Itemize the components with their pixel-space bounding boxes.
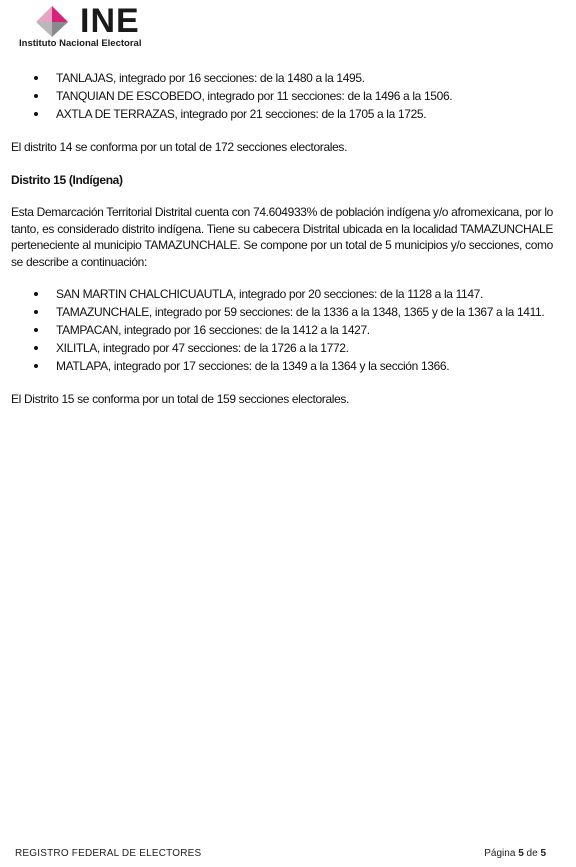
- page-label: Página: [484, 848, 516, 859]
- list-item: XILITLA, integrado por 47 secciones: de la 1726 a la 1772.: [11, 339, 553, 357]
- page-current: 5: [518, 848, 524, 859]
- list-item: SAN MARTIN CHALCHICUAUTLA, integrado por 20 secciones: de la 1128 a la 1147.: [11, 285, 553, 303]
- list-item: MATLAPA, integrado por 17 secciones: de la 1349 a la 1364 y la sección 1366.: [11, 357, 553, 375]
- ine-logo: [18, 4, 188, 50]
- page-number: [484, 848, 546, 859]
- list-item: TAMAZUNCHALE, integrado por 59 secciones: de la 1336 a la 1348, 1365 y de la 1367 a la 1411.: [11, 303, 553, 321]
- list-item: TAMPACAN, integrado por 16 secciones: de la 1412 a la 1427.: [11, 321, 553, 339]
- page-of: de: [526, 848, 538, 859]
- ine-logo-mark-icon: [24, 4, 80, 38]
- district-15-summary: El Distrito 15 se conforma por un total de 159 secciones electorales.: [11, 392, 350, 406]
- list-item: AXTLA DE TERRAZAS, integrado por 21 secciones: de la 1705 a la 1725.: [11, 105, 553, 123]
- footer-organization: REGISTRO FEDERAL DE ELECTORES: [15, 848, 202, 859]
- municipality-list-district-14: [11, 69, 553, 123]
- district-15-heading: Distrito 15 (Indígena): [11, 172, 123, 187]
- document-body: [11, 69, 553, 408]
- list-item: TANQUIAN DE ESCOBEDO, integrado por 11 secciones: de la 1496 a la 1506.: [11, 87, 553, 105]
- logo-wordmark: INE: [80, 2, 140, 40]
- district-14-summary: El distrito 14 se conforma por un total de 172 secciones electorales.: [11, 140, 348, 154]
- list-item: TANLAJAS, integrado por 16 secciones: de la 1480 a la 1495.: [11, 69, 553, 87]
- page-total: 5: [540, 848, 546, 859]
- municipality-list-district-15: [11, 285, 553, 375]
- district-15-description: Esta Demarcación Territorial Distrital cuenta con 74.604933% de población indígena y/o afromexicana, por lo tanto, es considerado distrito indígena. Tiene su cabecera Distrital ubicada en la localidad TAMAZUNCHALE perteneciente al municipio TAMAZUNCHALE. Se compone por un total de 5 municipios y/o secciones, como se describe a continuación:: [11, 205, 553, 269]
- institution-name: Instituto Nacional Electoral: [19, 38, 142, 49]
